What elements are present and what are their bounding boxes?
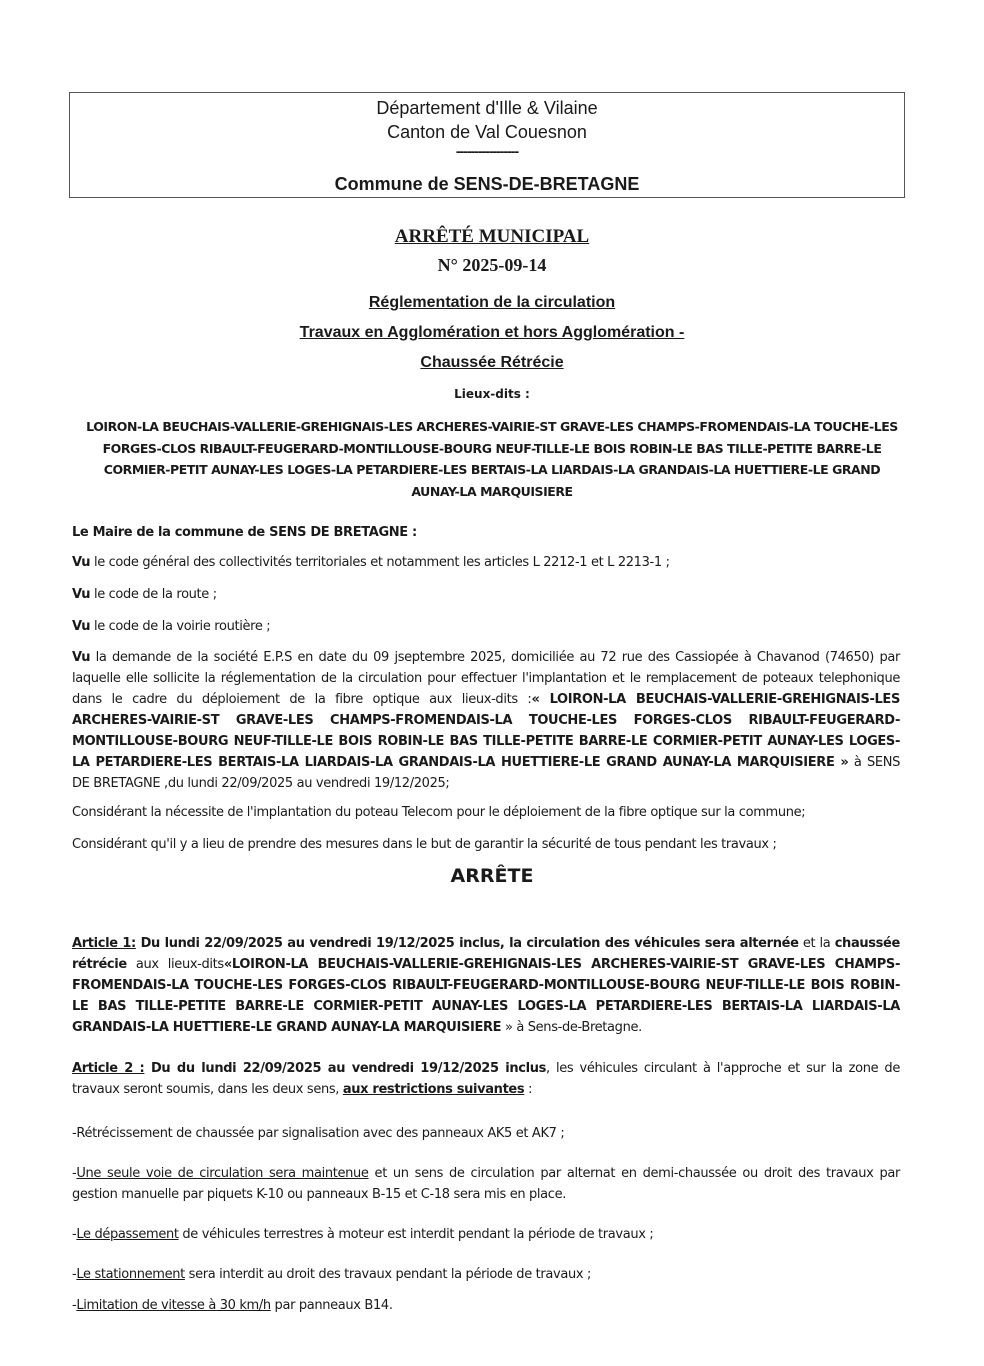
restriction-3-title: Le dépassement bbox=[76, 1227, 179, 1242]
department-line: Département d'Ille & Vilaine bbox=[376, 98, 598, 118]
article-2 bbox=[72, 1058, 900, 1100]
article-1-label: Article 1: bbox=[72, 936, 136, 951]
restriction-4-title: Le stationnement bbox=[76, 1267, 185, 1282]
arrete-heading: ARRÊTE bbox=[450, 865, 534, 887]
vu-end: à SENS DE BRETAGNE ,du lundi 22/09/2025 au vendredi 19/12/2025; bbox=[72, 755, 901, 791]
lieux-dits-list: LOIRON-LA BEUCHAIS-VALLERIE-GREHIGNAIS-LES ARCHERES-VAIRIE-ST GRAVE-LES CHAMPS-FROMENDAIS-LA TOUCHE-LES FORGES-CLOS RIBAULT-FEUGERARD-MONTILLOUSE-BOURG NEUF-TILLE-LE BOIS ROBIN-LE BAS TILLE-PETITE BARRE-LE CORMIER-PETIT AUNAY-LES LOGES-LA PETARDIERE-LES BERTAIS-LA LIARDAIS-LA GRANDAIS-LA HUETTIERE-LE GRAND AUNAY-LA MARQUISIERE bbox=[86, 419, 898, 499]
subtitle-travaux: Travaux en Agglomération et hors Agglomération - bbox=[299, 324, 685, 341]
subtitle-reglementation: Réglementation de la circulation bbox=[368, 294, 616, 311]
restriction-3 bbox=[72, 1224, 900, 1245]
vu-text: le code de la route ; bbox=[90, 587, 217, 602]
restriction-dash: - bbox=[72, 1298, 77, 1313]
vu-text: le code de la voirie routière ; bbox=[90, 619, 271, 634]
canton-line: Canton de Val Couesnon bbox=[387, 122, 587, 142]
vu-paragraph-1 bbox=[72, 552, 900, 573]
vu-label: Vu bbox=[72, 555, 91, 570]
maire-heading: Le Maire de la commune de SENS DE BRETAGNE : bbox=[72, 525, 417, 540]
vu-text: la demande de la société E.P.S en date du 09 jseptembre 2025, domiciliée au 72 rue des Cassiopée à Chavanod (74650) par laquelle elle sollicite la réglementation de la circulation pour effectuer l'implantation et le remplacement de poteaux telephonique dans le cadre du déploiement de la fibre optique aux lieux-dits : bbox=[72, 650, 900, 707]
subtitle-chaussee: Chaussée Rétrécie bbox=[420, 354, 564, 371]
arrete-number: N° 2025-09-14 bbox=[437, 255, 547, 275]
article-2-dates: Du du lundi 22/09/2025 au vendredi 19/12/2025 inclus bbox=[144, 1061, 547, 1076]
restriction-dash: - bbox=[72, 1166, 77, 1181]
restriction-1: -Rétrécissement de chaussée par signalisation avec des panneaux AK5 et AK7 ; bbox=[72, 1126, 565, 1141]
header-box bbox=[69, 92, 905, 198]
article-1-dates: Du lundi 22/09/2025 au vendredi 19/12/2025 inclus, la circulation des véhicules sera alternée bbox=[135, 936, 799, 951]
vu-paragraph-4 bbox=[72, 647, 900, 794]
article-1-chaussee: chaussée rétrécie bbox=[72, 936, 900, 972]
restriction-3-text: de véhicules terrestres à moteur est interdit pendant la période de travaux ; bbox=[178, 1227, 654, 1242]
header-separator: ----------------- bbox=[455, 143, 519, 159]
vu-paragraph-3 bbox=[72, 616, 900, 637]
restriction-dash: - bbox=[72, 1227, 77, 1242]
vu-label: Vu bbox=[72, 587, 91, 602]
considerant-2: Considérant qu'il y a lieu de prendre des mesures dans le but de garantir la sécurité de tous pendant les travaux ; bbox=[72, 837, 777, 852]
restriction-2-title: Une seule voie de circulation sera maintenue bbox=[76, 1166, 369, 1181]
restriction-4-text: sera interdit au droit des travaux pendant la période de travaux ; bbox=[184, 1267, 591, 1282]
vu-text: le code général des collectivités territoriales et notamment les articles L 2212-1 et L 2213-1 ; bbox=[90, 555, 670, 570]
article-2-end: : bbox=[524, 1082, 533, 1097]
restriction-5-title: Limitation de vitesse à 30 km/h bbox=[76, 1298, 271, 1313]
vu-paragraph-2 bbox=[72, 584, 900, 605]
commune-line: Commune de SENS-DE-BRETAGNE bbox=[334, 174, 640, 194]
vu-places: « LOIRON-LA BEUCHAIS-VALLERIE-GREHIGNAIS-LES ARCHERES-VAIRIE-ST GRAVE-LES CHAMPS-FROMENDAIS-LA TOUCHE-LES FORGES-CLOS RIBAULT-FEUGERARD-MONTILLOUSE-BOURG NEUF-TILLE-LE BOIS ROBIN-LE BAS TILLE-PETITE BARRE-LE CORMIER-PETIT AUNAY-LES LOGES-LA PETARDIERE-LES BERTAIS-LA LIARDAIS-LA GRANDAIS-LA HUETTIERE-LE GRAND AUNAY-LA MARQUISIERE » bbox=[72, 692, 900, 770]
article-1-places: «LOIRON-LA BEUCHAIS-VALLERIE-GREHIGNAIS-LES ARCHERES-VAIRIE-ST GRAVE-LES CHAMPS-FROMENDAIS-LA TOUCHE-LES FORGES-CLOS RIBAULT-FEUGERARD-MONTILLOUSE-BOURG NEUF-TILLE-LE BOIS ROBIN-LE BAS TILLE-PETITE BARRE-LE CORMIER-PETIT AUNAY-LES LOGES-LA PETARDIERE-LES BERTAIS-LA LIARDAIS-LA GRANDAIS-LA HUETTIERE-LE GRAND AUNAY-LA MARQUISIERE bbox=[72, 957, 900, 1035]
restriction-dash: - bbox=[72, 1267, 77, 1282]
article-1-text: aux lieux-dits bbox=[126, 957, 224, 972]
restriction-2 bbox=[72, 1163, 900, 1205]
article-1-text: et la bbox=[798, 936, 835, 951]
article-2-text: , les véhicules circulant à l'approche et sur la zone de travaux seront soumis, dans les deux sens, bbox=[72, 1061, 900, 1097]
article-1 bbox=[72, 933, 900, 1038]
article-1-end: » à Sens-de-Bretagne. bbox=[501, 1020, 642, 1035]
vu-label: Vu bbox=[72, 650, 91, 665]
page-title: ARRÊTÉ MUNICIPAL bbox=[394, 226, 590, 247]
restriction-4 bbox=[72, 1264, 900, 1285]
restriction-2-text: et un sens de circulation par alternat en demi-chaussée ou droit des travaux par gestion manuelle par piquets K-10 ou panneaux B-15 et C-18 sera mis en place. bbox=[72, 1166, 901, 1202]
article-2-restrictions: aux restrictions suivantes bbox=[342, 1082, 525, 1097]
lieux-dits-label: Lieux-dits : bbox=[454, 387, 530, 401]
restriction-5 bbox=[72, 1295, 900, 1316]
vu-label: Vu bbox=[72, 619, 91, 634]
considerant-1: Considérant la nécessite de l'implantation du poteau Telecom pour le déploiement de la fibre optique sur la commune; bbox=[72, 805, 806, 820]
article-2-label: Article 2 : bbox=[72, 1061, 145, 1076]
restriction-5-text: par panneaux B14. bbox=[270, 1298, 393, 1313]
